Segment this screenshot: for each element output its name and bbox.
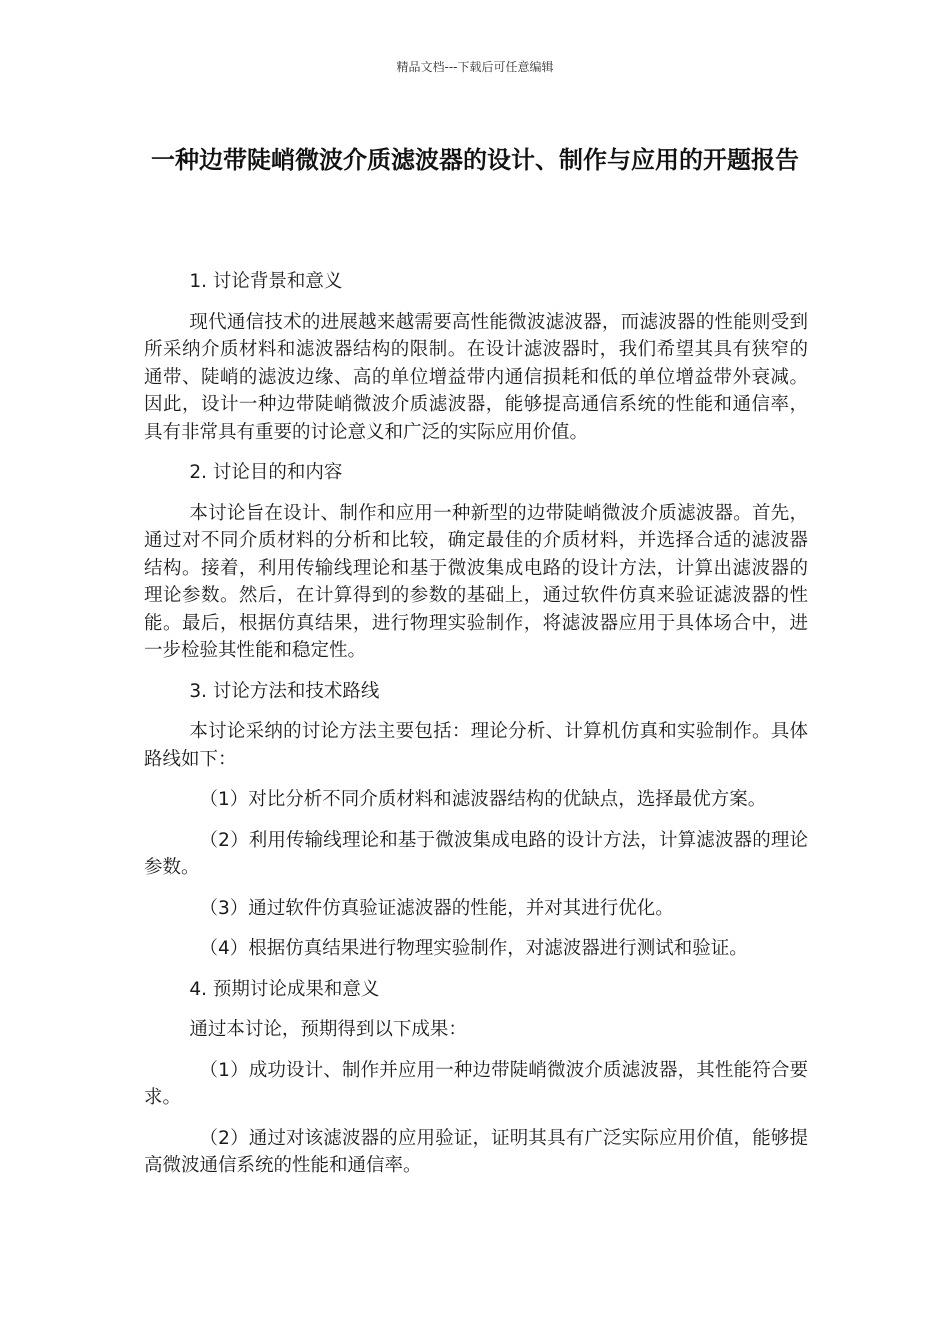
paragraph-background: 现代通信技术的进展越来越需要高性能微波滤波器，而滤波器的性能则受到所采纳介质材料和滤波器结构的限制。在设计滤波器时，我们希望其具有狭窄的通带、陡峭的滤波边缘、高的单位增益带内通信损耗和低的单位增益带外衰减。因此，设计一种边带陡峭微波介质滤波器，能够提高通信系统的性能和通信率，具有非常具有重要的讨论意义和广泛的实际应用价值。 (144, 311, 808, 443)
section-heading-background: 1. 讨论背景和意义 (189, 271, 343, 292)
section-heading-methods: 3. 讨论方法和技术路线 (189, 680, 380, 702)
document-title: 一种边带陡峭微波介质滤波器的设计、制作与应用的开题报告 (151, 146, 799, 174)
paragraph-outcomes-intro: 通过本讨论，预期得到以下成果： (189, 1019, 467, 1040)
method-step-1: （1）对比分析不同介质材料和滤波器结构的优缺点，选择最优方案。 (199, 789, 767, 810)
document-body (144, 268, 808, 1193)
section-heading-objectives: 2. 讨论目的和内容 (189, 462, 343, 483)
method-step-3: （3）通过软件仿真验证滤波器的性能，并对其进行优化。 (199, 897, 674, 919)
method-step-4: （4）根据仿真结果进行物理实验制作，对滤波器进行测试和验证。 (199, 938, 748, 959)
outcome-item-2: （2）通过对该滤波器的应用验证，证明其具有广泛实际应用价值，能够提高微波通信系统的性能和通信率。 (144, 1127, 808, 1176)
page-header-note: 精品文档---下载后可任意编辑 (396, 60, 554, 74)
paragraph-objectives: 本讨论旨在设计、制作和应用一种新型的边带陡峭微波介质滤波器。首先，通过对不同介质材料的分析和比较，确定最佳的介质材料，并选择合适的滤波器结构。接着，利用传输线理论和基于微波集成电路的设计方法，计算出滤波器的理论参数。然后，在计算得到的参数的基础上，通过软件仿真来验证滤波器的性能。最后，根据仿真结果，进行物理实验制作，将滤波器应用于具体场合中，进一步检验其性能和稳定性。 (144, 502, 808, 661)
section-heading-outcomes: 4. 预期讨论成果和意义 (189, 978, 380, 1000)
paragraph-methods: 本讨论采纳的讨论方法主要包括：理论分析、计算机仿真和实验制作。具体路线如下： (144, 721, 808, 770)
method-step-2: （2）利用传输线理论和基于微波集成电路的设计方法，计算滤波器的理论参数。 (144, 829, 808, 878)
outcome-item-1: （1）成功设计、制作并应用一种边带陡峭微波介质滤波器，其性能符合要求。 (144, 1059, 808, 1108)
